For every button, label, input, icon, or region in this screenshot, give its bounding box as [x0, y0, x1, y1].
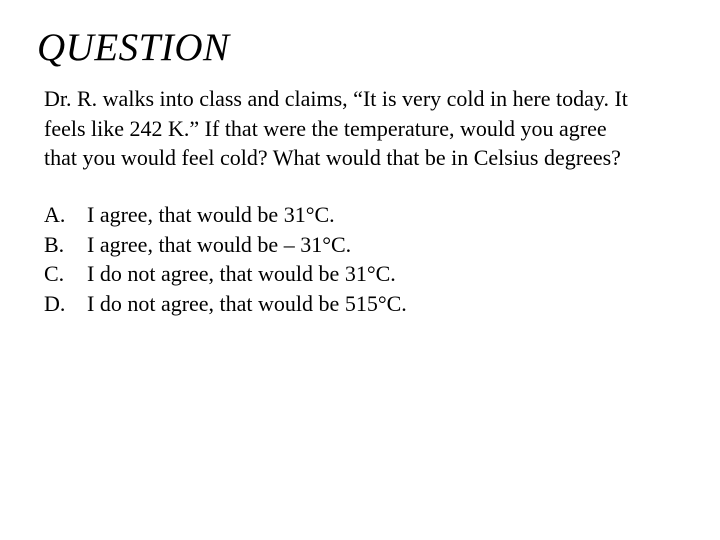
- question-line: feels like 242 K.” If that were the temperature, would you agree: [44, 115, 607, 141]
- question-line: that you would feel cold? What would that be in Celsius degrees?: [44, 145, 621, 170]
- choice-text: I agree, that would be 31°C.: [87, 202, 335, 227]
- question-line: Dr. R. walks into class and claims, “It is very cold in here today. It: [44, 86, 628, 111]
- choice-b: [44, 230, 407, 260]
- choice-text: I agree, that would be – 31°C.: [87, 231, 352, 257]
- question-text: [44, 84, 704, 173]
- choice-text: I do not agree, that would be 31°C.: [87, 261, 396, 286]
- choice-d: [44, 289, 407, 319]
- choice-letter: C.: [44, 261, 65, 286]
- choice-text: I do not agree, that would be 515°C.: [87, 290, 407, 316]
- choice-c: [44, 259, 407, 289]
- choice-letter: B.: [44, 231, 65, 257]
- answer-choices: [44, 200, 407, 318]
- choice-letter: D.: [44, 290, 66, 316]
- choice-letter: A.: [44, 202, 66, 227]
- choice-a: [44, 200, 407, 230]
- slide-title: QUESTION: [37, 26, 230, 69]
